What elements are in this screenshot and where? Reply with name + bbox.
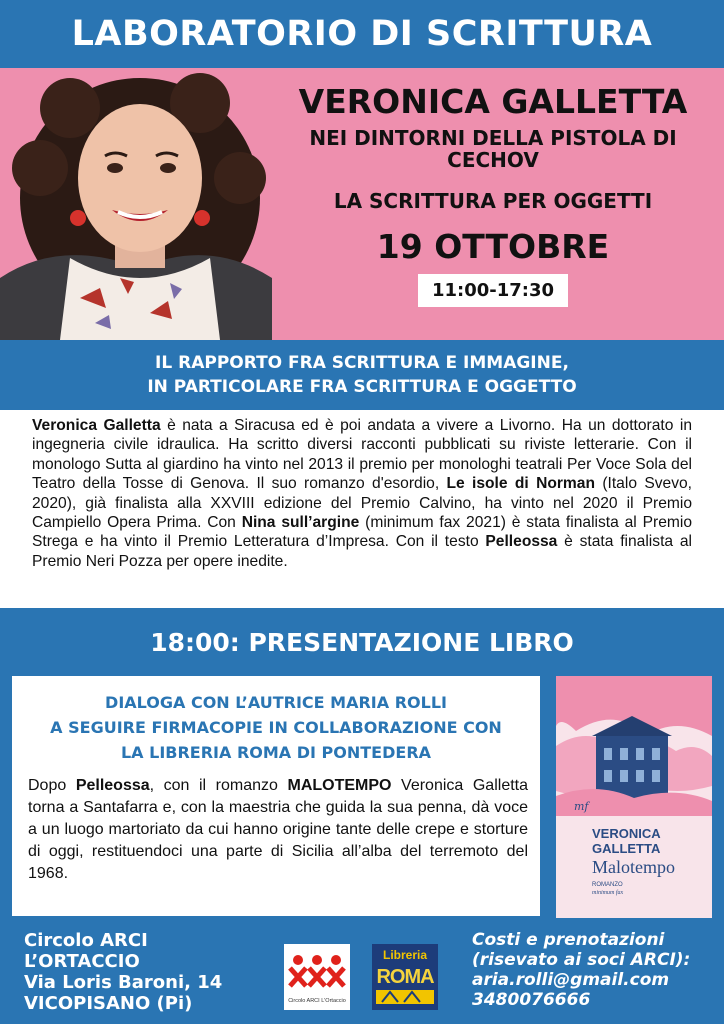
page-title: LABORATORIO DI SCRITTURA	[0, 0, 724, 68]
theme-line-2: IN PARTICOLARE FRA SCRITTURA E OGGETTO	[147, 377, 577, 397]
contact-email[interactable]: aria.rolli@gmail.com	[472, 970, 670, 990]
event-time: 11:00-17:30	[418, 274, 568, 307]
event-subtitle-2: LA SCRITTURA PER OGGETTI	[333, 189, 653, 213]
guest-line-3: LA LIBRERIA ROMA DI PONTEDERA	[120, 743, 432, 762]
libreria-logo-text-1: Libreria	[382, 948, 427, 962]
author-name: VERONICA GALLETTA	[298, 82, 688, 121]
arci-logo	[284, 944, 350, 1010]
author-portrait	[0, 68, 272, 340]
guest-line-2: A SEGUIRE FIRMACOPIE IN COLLABORAZIONE CON	[50, 718, 502, 737]
book-desc-3: Veronica Galletta torna a Santafarra e, con la maestria che guida la sua penna, dà voce a un luogo martoriato da cui hanno origine tante delle crepe e storture di oggi, restituendoci una parte di Sicilia all’alba del terremoto del 1968.	[28, 777, 529, 882]
bio-book-3: Pelleossa	[485, 533, 558, 551]
venue-line-3: Via Loris Baroni, 14	[24, 972, 223, 993]
venue-line-2: L’ORTACCIO	[24, 951, 140, 972]
bio-text-3: (minimum fax 2021) è stata finalista al Premio Strega e ha vinto il Premio Letteratura d’Impresa. Con il testo	[32, 514, 692, 551]
presentation-guests	[12, 690, 540, 765]
contact-line-1: Costi e prenotazioni	[472, 930, 665, 950]
book-genre: ROMANZO	[592, 882, 623, 888]
bio-author-name: Veronica Galletta	[32, 417, 161, 434]
presentation-heading: 18:00: PRESENTAZIONE LIBRO	[0, 608, 724, 676]
book-cover	[556, 676, 712, 918]
book-publisher: minimum fax	[592, 890, 624, 896]
bio-book-1: Le isole di Norman	[446, 475, 595, 493]
contact-line-2: (risevato ai soci ARCI):	[472, 950, 691, 970]
book-desc-1: Dopo	[28, 777, 76, 794]
book-author-2: GALLETTA	[592, 841, 661, 856]
author-bio	[32, 416, 692, 571]
event-date: 19 OTTOBRE	[376, 227, 610, 266]
theme-band	[0, 340, 724, 410]
libreria-logo-text-2: ROMA	[376, 966, 434, 988]
book-desc-2: , con il romanzo	[149, 777, 288, 794]
theme-line-1: IL RAPPORTO FRA SCRITTURA E IMMAGINE,	[155, 353, 569, 373]
guest-line-1: DIALOGA CON L’AUTRICE MARIA ROLLI	[105, 693, 447, 712]
bio-book-2: Nina sull’argine	[241, 514, 360, 532]
venue-info	[24, 930, 222, 1014]
libreria-roma-logo	[372, 944, 438, 1010]
contact-phone[interactable]: 3480076666	[472, 990, 591, 1010]
book-description	[28, 775, 528, 885]
book-desc-bold-2: MALOTEMPO	[287, 777, 392, 794]
bio-text-2: (Italo Svevo, 2020), già finalista alla XXVIII edizione del Premio Calvino, ha vinto nel 2020 il Premio Campiello Opera Prima. Con	[32, 475, 692, 532]
venue-line-1: Circolo ARCI	[24, 930, 148, 951]
bio-text-4: è stata finalista al Premio Neri Pozza per opere inedite.	[32, 533, 692, 570]
bio-text-1: è nata a Siracusa ed è poi andata a vivere a Livorno. Ha un dottorato in ingegneria civile idraulica. Ha scritto diversi racconti pubblicati su riviste letterarie. Con il monologo Sutta al giardino ha vinto nel 2013 il premio per monologhi teatrali Per Voce Sola del Teatro della Tosse di Genova. Il suo romanzo d'esordio,	[32, 417, 692, 493]
hero-text	[262, 68, 724, 307]
venue-line-4: VICOPISANO (Pi)	[24, 993, 193, 1014]
svg-text:mf: mf	[574, 800, 589, 813]
arci-logo-caption: Circolo ARCI L'Ortaccio	[288, 998, 346, 1004]
book-desc-bold-1: Pelleossa	[75, 777, 150, 794]
book-author-1: VERONICA	[592, 826, 661, 841]
event-subtitle-1: NEI DINTORNI DELLA PISTOLA DI CECHOV	[309, 126, 677, 172]
contact-info	[472, 930, 690, 1010]
book-title: Malotempo	[592, 857, 675, 877]
